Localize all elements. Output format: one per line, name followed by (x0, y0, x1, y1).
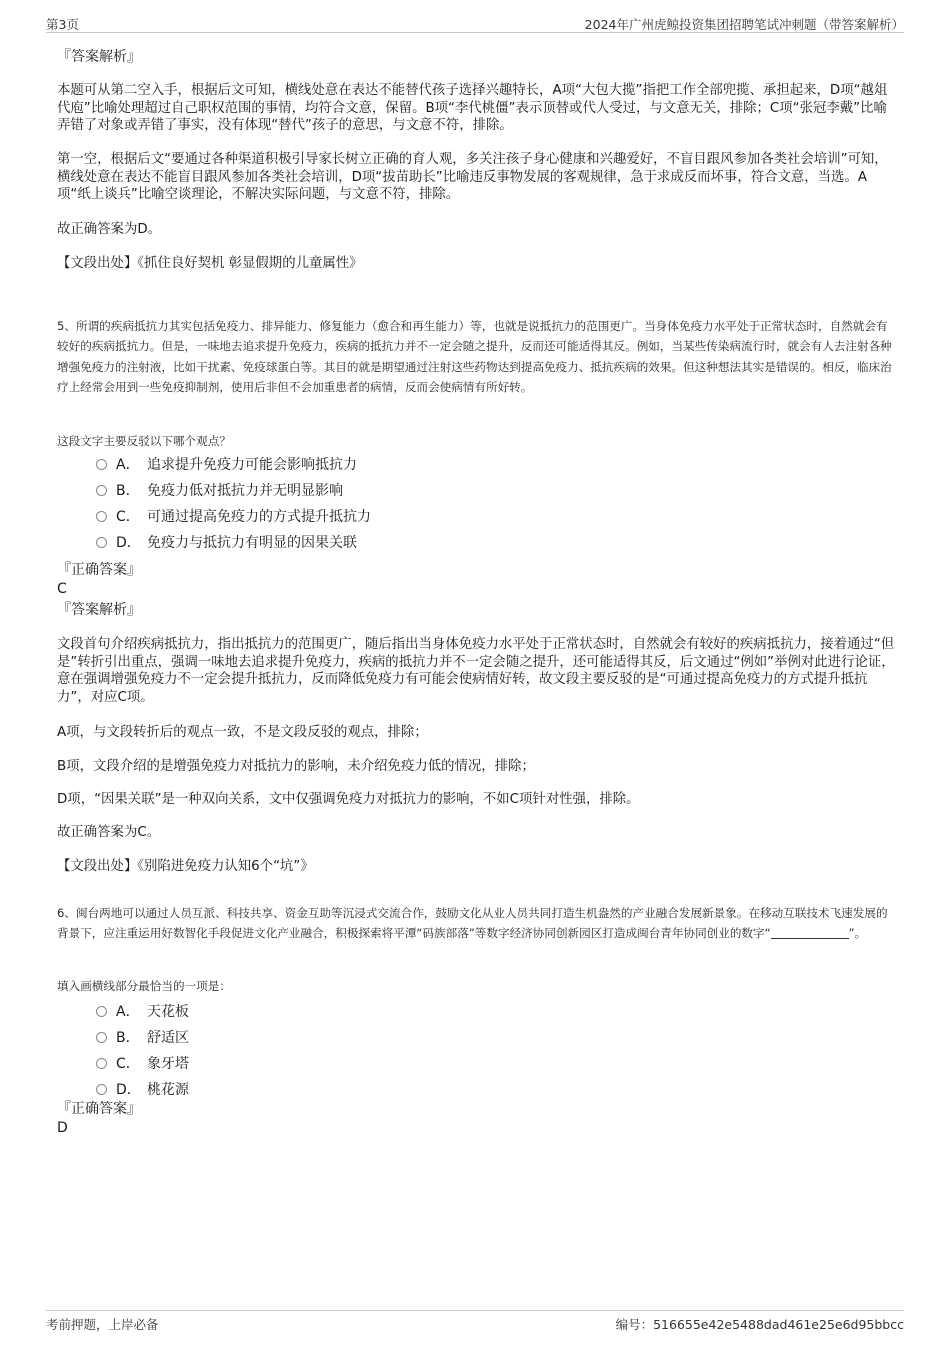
q6-stem: 6、闽台两地可以通过人员互派、科技共享、资金互助等沉浸式交流合作，鼓励文化从业人员共同打造生机盎然的产业融合发展新景象。在移动互联技术飞速发展的背景下，应注重运用好数智化手段促进文化产业融合，积极探索将平潭“码族部落”等数字经济协同创新园区打造成闽台青年协同创业的数字“ ”。 (57, 905, 888, 941)
q5-answer: C (57, 581, 67, 597)
prev-analysis-label: 『答案解析』 (57, 49, 141, 65)
prev-analysis-para1: 本题可从第二空入手，根据后文可知，横线处意在表达不能替代孩子选择兴趣特长，A项“大包大揽”指把工作全部兜揽、承担起来，D项“越俎代庖”比喻处理超过自己职权范围的事情，均符合文意，保留。B项“李代桃僵”表示顶替或代人受过，与文意无关，排除；C项“张冠李戴”比喻弄错了对象或弄错了事实，没有体现“替代”孩子的意思，与文意不符，排除。 (57, 83, 888, 133)
prev-source: 【文段出处】《抓住良好契机 彰显假期的儿童属性》 (57, 256, 363, 271)
q6-answer: D (57, 1120, 68, 1136)
q5-answer-label: 『正确答案』 (57, 562, 141, 578)
document-title: 2024年广州虎鲸投资集团招聘笔试冲刺题（带答案解析） (584, 17, 904, 32)
q5-analysis-para3: B项，文段介绍的是增强免疫力对抵抗力的影响，未介绍免疫力低的情况，排除； (57, 759, 535, 774)
radio-icon[interactable] (96, 537, 107, 548)
prev-conclusion: 故正确答案为D。 (57, 222, 162, 237)
q5-analysis-label: 『答案解析』 (57, 602, 141, 618)
document-code: 编号：516655e42e5488dad461e25e6d95bbcc (615, 1317, 904, 1332)
q5-analysis-para1: 文段首句介绍疾病抵抗力，指出抵抗力的范围更广，随后指出当身体免疫力水平处于正常状态时，自然就会有较好的疾病抵抗力，接着通过“但是”转折引出重点，强调一味地去追求提升免疫力，疾病的抵抗力并不一定会随之提升，还可能适得其反，后文通过“例如”举例对此进行论证，意在强调增强免疫力不一定会提升抵抗力，反而降低免疫力有可能会使病情好转，故文段主要反驳的是“可通过提高免疫力的方式提升抵抗力”，对应C项。 (57, 637, 895, 705)
q5-option-c[interactable]: C． 可通过提高免疫力的方式提升抵抗力 (96, 508, 371, 526)
q5-option-d[interactable]: D． 免疫力与抵抗力有明显的因果关联 (96, 534, 357, 552)
radio-icon[interactable] (96, 1084, 107, 1095)
q6-option-c[interactable]: C． 象牙塔 (96, 1055, 189, 1073)
q6-option-a[interactable]: A． 天花板 (96, 1003, 189, 1021)
page-header (46, 12, 904, 33)
radio-icon[interactable] (96, 1006, 107, 1017)
q5-source: 【文段出处】《别陷进免疫力认知6个“坑”》 (57, 859, 314, 874)
q6-option-b[interactable]: B． 舒适区 (96, 1029, 189, 1047)
prev-analysis-para2: 第一空，根据后文“要通过各种渠道积极引导家长树立正确的育人观，多关注孩子身心健康和兴趣爱好，不盲目跟风参加各类社会培训”可知，横线处意在表达不能盲目跟风参加各类社会培训，D项“拔苗助长”比喻违反事物发展的客观规律，急于求成反而坏事，符合文意，当选。A项“纸上谈兵”比喻空谈理论，不解决实际问题，与文意不符，排除。 (57, 152, 888, 202)
q5-analysis-para2: A项，与文段转折后的观点一致，不是文段反驳的观点，排除； (57, 725, 428, 740)
q6-option-d[interactable]: D． 桃花源 (96, 1081, 189, 1099)
radio-icon[interactable] (96, 485, 107, 496)
radio-icon[interactable] (96, 459, 107, 470)
radio-icon[interactable] (96, 511, 107, 522)
q5-stem: 5、所谓的疾病抵抗力其实包括免疫力、排异能力、修复能力（愈合和再生能力）等，也就是说抵抗力的范围更广。当身体免疫力水平处于正常状态时，自然就会有较好的疾病抵抗力。但是，一味地去追求提升免疫力，疾病的抵抗力并不一定会随之提升，反而还可能适得其反。例如，当某些传染病流行时，就会有人去注射各种增强免疫力的注射液，比如干扰素、免疫球蛋白等。其目的就是期望通过注射这些药物达到提高免疫力、抵抗疾病的效果。但这种想法其实是错误的。相反，临床治疗上经常会用到一些免疫抑制剂，使用后非但不会加重患者的病情，反而会使病情有所好转。 (57, 318, 892, 395)
footer-slogan: 考前押题，上岸必备 (46, 1317, 159, 1332)
page-number: 第3页 (46, 17, 79, 32)
q5-option-a[interactable]: A． 追求提升免疫力可能会影响抵抗力 (96, 456, 357, 474)
radio-icon[interactable] (96, 1032, 107, 1043)
q6-answer-label: 『正确答案』 (57, 1101, 141, 1117)
q5-conclusion: 故正确答案为C。 (57, 825, 161, 840)
fill-blank (771, 926, 849, 939)
radio-icon[interactable] (96, 1058, 107, 1069)
q6-question: 填入画横线部分最恰当的一项是： (57, 978, 231, 993)
q5-option-b[interactable]: B． 免疫力低对抵抗力并无明显影响 (96, 482, 343, 500)
q5-analysis-para4: D项，“因果关联”是一种双向关系，文中仅强调免疫力对抵抗力的影响，不如C项针对性强，排除。 (57, 792, 640, 807)
page-footer (46, 1310, 904, 1331)
q5-question: 这段文字主要反驳以下哪个观点？ (57, 433, 231, 448)
